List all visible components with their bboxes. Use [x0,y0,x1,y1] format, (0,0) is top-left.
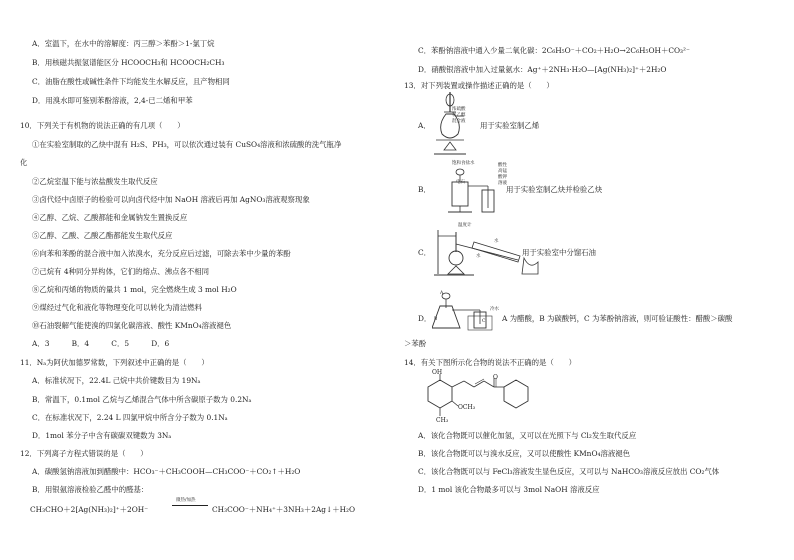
q10-options: A．3 B．4 C．5 D．6 [32,339,170,348]
q14-stem: 14．有关下图所示化合物的说法不正确的是（ ） [404,358,577,367]
q12-equation-right: CH₃COO⁻＋NH₄⁺＋3NH₃＋2Ag↓＋H₂O [212,505,356,514]
q12-equation-condition: 微热/加热 [176,498,196,503]
q11-option-a: A．标准状况下，22.4L 己烷中共价键数目为 19Nₐ [32,376,201,385]
q13-b-label-top: 饱和食盐水 [452,161,475,166]
q10-statement-7: ⑦己烷有 4种同分异构体，它们的熔点、沸点各不相同 [32,267,210,276]
q14-option-a: A．该化合物既可以催化加氢，又可以在光照下与 Cl₂发生取代反应 [418,431,637,440]
q11-option-b: B．常温下，0.1mol 乙烷与乙烯混合气体中所含碳原子数为 0.2Nₐ [32,395,252,404]
q12-stem: 12．下列离子方程式错误的是（ ） [20,449,148,458]
q10-statement-10: ⑩石油裂解气能使溴的四氯化碳溶液、酸性 KMnO₄溶液褪色 [32,321,232,330]
q12-equation-left: CH₃CHO＋2[Ag(NH₃)₂]⁺＋2OH⁻ [30,505,149,514]
q13-d-tail: ＞苯酚 [404,339,427,348]
q14-mol-oh: OH [432,369,443,376]
q13-c-text: 用于实验室中分馏石油 [522,248,596,257]
q13-b-text: 用于实验室制乙炔并检验乙炔 [506,185,603,194]
q12-option-d: D．硝酸银溶液中加入过量氨水：Ag⁺＋2NH₃·H₂O—[Ag(NH₃)₂]⁺＋2H₂O [418,65,667,74]
q13-d-label-b: B [434,317,438,322]
q14-mol-och3: OCH₃ [458,404,476,411]
q13-b-label-acid4: 溶液 [498,181,507,186]
q13-d-letter: D． [418,314,432,323]
q12-option-b: B．用银氨溶液检验乙醛中的醛基： [32,485,149,494]
q13-d-label-ice: 冷水 [490,307,499,312]
q10-statement-6: ⑥向苯和苯酚的混合液中加入浓溴水，充分反应后过滤，可除去苯中少量的苯酚 [32,249,291,258]
q14-option-d: D．1 mol 该化合物最多可以与 3mol NaOH 溶液反应 [418,485,600,494]
q9-option-a: A．室温下，在水中的溶解度：丙三醇＞苯酚＞1-氯丁烷 [32,39,215,48]
q13-c-label-water1: 水 [476,254,481,259]
q13-b-label-acid1: 酸性 [498,163,507,168]
q12-option-a: A．碳酸氢钠溶液加到醋酸中：HCO₃⁻＋CH₃COOH—CH₃COO⁻＋CO₂↑＋H₂O [32,467,301,476]
q13-d-label-a: A [440,291,444,296]
q14-mol-o: O [493,374,498,381]
q13-d-text: A 为醋酸，B 为碳酸钙，C 为苯酚钠溶液，则可验证酸性：醋酸＞碳酸 [502,314,733,323]
q9-option-c: C．油脂在酸性或碱性条件下均能发生水解反应，且产物相同 [32,77,230,86]
q13-a-label2: 和乙醇 [452,113,466,118]
q13-b-label-acid3: 酸钾 [498,175,507,180]
q13-c-label-thermo: 温度计 [458,223,472,228]
q10-statement-5: ⑤乙醇、乙酸、乙酸乙酯都能发生取代反应 [32,231,173,240]
q14-mol-ch3: CH₃ [436,417,449,424]
q11-stem: 11．Nₐ为阿伏加德罗常数，下列叙述中正确的是（ ） [20,358,209,367]
q10-statement-2: ②乙烷室温下能与浓盐酸发生取代反应 [32,177,158,186]
q13-a-letter: A． [418,121,431,130]
q13-c-label-water2: 水 [494,239,499,244]
q13-a-text: 用于实验室制乙烯 [480,121,540,130]
q10-statement-8: ⑧乙烷和丙烯的物质的量共 1 mol，完全燃烧生成 3 mol H₂O [32,285,237,294]
q13-stem: 13．对下列装置或操作描述正确的是（ ） [404,81,554,90]
q13-b-letter: B． [418,185,431,194]
q10-statement-3: ③卤代烃中卤原子的检验可以向卤代烃中加 NaOH 溶液后再加 AgNO₃溶液观察现象 [32,195,310,204]
q9-option-d: D．用溴水即可鉴别苯酚溶液，2,4-已二烯和甲苯 [32,96,193,105]
q11-option-d: D．1mol 苯分子中含有碳碳双键数为 3Nₐ [32,431,172,440]
q10-stem: 10．下列关于有机物的说法正确的有几项（ ） [20,121,185,130]
q14-option-c: C．该化合物既可以与 FeCl₃溶液发生显色反应，又可以与 NaHCO₃溶液反应放出 CO₂气体 [418,467,720,476]
q11-option-c: C．在标准状况下，2.24 L 四氯甲烷中所含分子数为 0.1Nₐ [32,413,228,422]
q9-option-b: B．用核磁共振氢谱能区分 HCOOCH₃和 HCOOCH₂CH₃ [32,58,225,67]
q10-statement-1: ①在实验室制取的乙炔中混有 H₂S、PH₃，可以依次通过装有 CuSO₄溶液和浓硫酸的洗气瓶净 [32,140,342,149]
q10-statement-9: ⑨煤经过气化和液化等物理变化可以转化为清洁燃料 [32,303,202,312]
q10-statement-4: ④乙醇、乙烷、乙酸都能和金属钠发生置换反应 [32,213,188,222]
q12-option-c: C．苯酚钠溶液中通入少量二氧化碳：2C₆H₅O⁻＋CO₂＋H₂O→2C₆H₅OH＋CO₃²⁻ [418,46,690,55]
q13-a-label3: 混合液 [452,119,466,124]
q13-c-letter: C． [418,248,432,257]
q13-d-label-c: C [482,319,486,324]
q12-equation-arrow [172,503,208,506]
q10-statement-1-tail: 化 [20,158,28,167]
q13-b-label-stone: 电石 [456,180,465,185]
apparatus-d-figure [432,290,512,332]
q14-option-b: B．该化合物既可以与溴水反应，又可以使酸性 KMnO₄溶液褪色 [418,449,631,458]
q13-a-label1: 浓硫酸 [452,107,466,112]
q13-b-label-acid2: 高锰 [498,169,507,174]
